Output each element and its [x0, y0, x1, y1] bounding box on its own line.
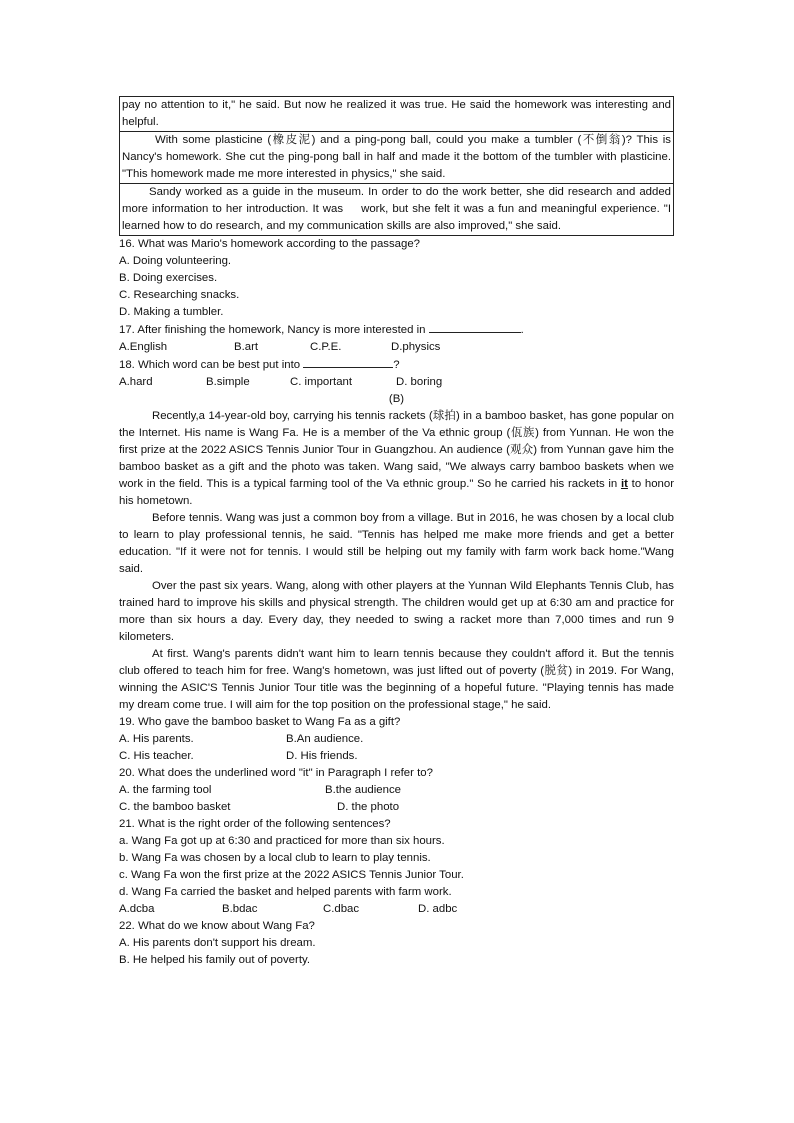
q19-options-row-2: [119, 748, 674, 765]
q19-options-row-1: [119, 731, 674, 748]
document-content: [119, 96, 674, 969]
q20-options-row-1: [119, 782, 674, 799]
q18-option-a: A.hard: [119, 376, 153, 388]
q18-option-d: D. boring: [396, 376, 443, 388]
q22-option-b: B. He helped his family out of poverty.: [119, 954, 310, 966]
q21-sentence-a: a. Wang Fa got up at 6:30 and practiced for more than six hours.: [119, 835, 445, 847]
passage-b-paragraph-1: [119, 408, 674, 510]
sandy-text-before: Sandy worked as a guide in the museum. In order to do the work better, she did research and added more information to her introduction. It was: [122, 186, 671, 215]
q18-text-before: 18. Which word can be best put into: [119, 359, 304, 371]
q16-option-a: A. Doing volunteering.: [119, 255, 232, 267]
passage-b-paragraph-3: Over the past six years. Wang, along with other players at the Yunnan Wild Elephants Tennis Club, has trained hard to improve his skills and physical strength. The children would get up at 6:30 am and practice for more than six hours a day. Every day, they needed to swing a racket more than 7,000 times and run 9 kilometers.: [119, 580, 674, 643]
q21-question: 21. What is the right order of the following sentences?: [119, 818, 391, 830]
q17-text-after: .: [520, 324, 524, 336]
underlined-word-it: it: [620, 478, 628, 490]
q16-question: 16. What was Mario's homework according to the passage?: [119, 238, 421, 250]
passage-box-sandy: [119, 184, 674, 236]
mario-paragraph-end: pay no attention to it," he said. But now he realized it was true. He said the homework was interesting and helpful.: [122, 99, 671, 128]
q19-option-d: D. His friends.: [286, 750, 358, 762]
q16-option-b: B. Doing exercises.: [119, 272, 218, 284]
q17-option-c: C.P.E.: [310, 341, 342, 353]
q19-option-a: A. His parents.: [119, 733, 194, 745]
p1-text-before: Recently,a 14-year-old boy, carrying his tennis rackets (球拍) in a bamboo basket, has gone popular on the Internet. His name is Wang Fa. He is a member of the Va ethnic group (佤族) from Yunnan. He won the first prize at the 2022 ASICS Tennis Junior Tour in Guangzhou. An audience (观众) from Yunnan gave him the bamboo basket as a gift and the photo was taken. Wang said, "We always carry bamboo baskets when we work in the field. This is a typical farming tool of the Va ethnic group." So he carried his rackets in: [119, 410, 674, 490]
passage-box-nancy: [119, 132, 674, 184]
q22-question: 22. What do we know about Wang Fa?: [119, 920, 315, 932]
section-b-heading: (B): [388, 393, 405, 405]
q21-option-c: C.dbac: [323, 903, 360, 915]
q18-text-after: ?: [393, 359, 400, 371]
q20-options-row-2: [119, 799, 674, 816]
q18-option-c: C. important: [290, 376, 353, 388]
q20-option-a: A. the farming tool: [119, 784, 212, 796]
q19-option-b: B.An audience.: [286, 733, 364, 745]
q19-option-c: C. His teacher.: [119, 750, 194, 762]
q21-options: [119, 901, 674, 918]
p1-text-after: to honor his hometown.: [119, 478, 674, 507]
q20-option-d: D. the photo: [337, 801, 400, 813]
q19-question: 19. Who gave the bamboo basket to Wang Fa as a gift?: [119, 716, 401, 728]
q20-option-b: B.the audience: [325, 784, 401, 796]
q17-question: [119, 321, 674, 339]
passage-b-paragraph-2: Before tennis. Wang was just a common boy from a village. But in 2016, he was chosen by a local club to learn to play professional tennis, he said. "Tennis has helped me make more friends and get a better education. "If it were not for tennis. I would still be helping out my family with farm work back home."Wang said.: [119, 512, 674, 575]
sandy-text-after: work, but she felt it was a fun and meaningful experience. "I learned how to do research, and my communication skills are also improved," she said.: [122, 203, 671, 232]
q17-option-a: A.English: [119, 341, 168, 353]
q20-question: 20. What does the underlined word "it" in Paragraph I refer to?: [119, 767, 433, 779]
q18-question: [119, 356, 674, 374]
q21-option-a: A.dcba: [119, 903, 155, 915]
passage-box-mario: [119, 96, 674, 132]
q21-option-d: D. adbc: [418, 903, 458, 915]
q17-text-before: 17. After finishing the homework, Nancy is more interested in: [119, 324, 429, 336]
q21-sentence-b: b. Wang Fa was chosen by a local club to learn to play tennis.: [119, 852, 431, 864]
q21-sentence-c: c. Wang Fa won the first prize at the 2022 ASICS Tennis Junior Tour.: [119, 869, 464, 881]
q22-option-a: A. His parents don't support his dream.: [119, 937, 316, 949]
q17-options: [119, 339, 674, 356]
q21-sentence-d: d. Wang Fa carried the basket and helped parents with farm work.: [119, 886, 452, 898]
q16-option-c: C. Researching snacks.: [119, 289, 240, 301]
sandy-paragraph: [122, 184, 671, 235]
q17-option-d: D.physics: [391, 341, 441, 353]
q18-blank: [303, 356, 393, 368]
sandy-blank: [347, 201, 357, 212]
q16-option-d: D. Making a tumbler.: [119, 306, 224, 318]
passage-b-paragraph-4: At first. Wang's parents didn't want him to learn tennis because they couldn't afford it. But the tennis club offered to teach him for free. Wang's hometown, was just lifted out of poverty (脱贫) in 2019. For Wang, winning the ASIC'S Tennis Junior Tour title was the beginning of a hopeful future. "Playing tennis has made my dream come true. I will aim for the top position on the professional stage," he said.: [119, 648, 674, 711]
q17-blank: [429, 321, 521, 333]
q20-option-c: C. the bamboo basket: [119, 801, 231, 813]
q18-option-b: B.simple: [206, 376, 250, 388]
q17-option-b: B.art: [234, 341, 259, 353]
q18-options: [119, 374, 674, 391]
nancy-paragraph: With some plasticine (橡皮泥) and a ping-pong ball, could you make a tumbler (不倒翁)? This is Nancy's homework. She cut the ping-pong ball in half and made it the bottom of the tumbler with plasticine. "This homework made me more interested in physics," she said.: [122, 134, 671, 180]
q21-option-b: B.bdac: [222, 903, 258, 915]
